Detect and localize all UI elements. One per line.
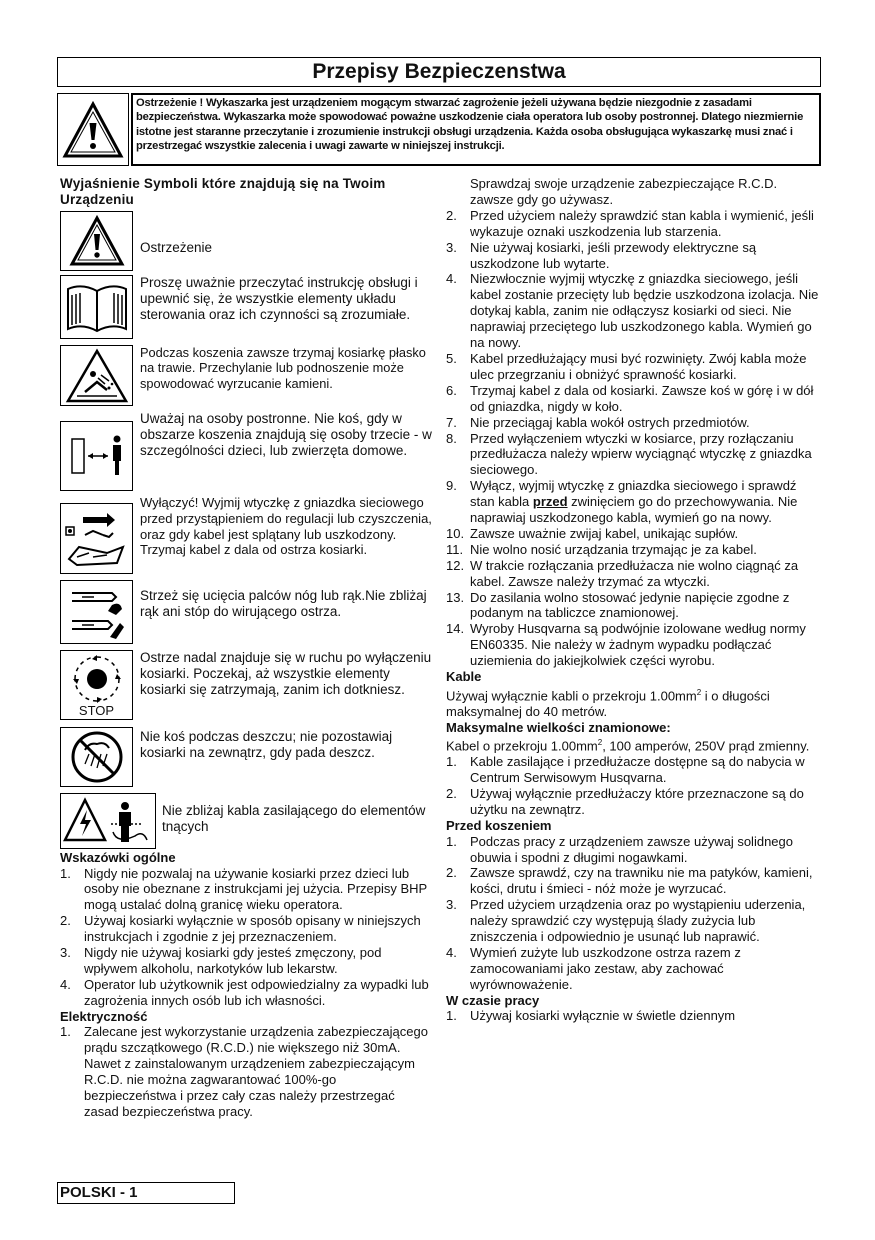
- symbol-row-blade: [60, 580, 432, 644]
- warning-triangle-icon: [62, 101, 124, 159]
- list-item: 3. Nie używaj kosiarki, jeśli przewody elektryczne są uszkodzone lub wytarte.: [446, 239, 757, 271]
- electric-list-part2: [446, 208, 820, 669]
- list-item: 14. Wyroby Husqvarna są podwójnie izolowane według normy EN60335. Nie należy w żadnym wypadku podłączać uziemienia do jakiejkolwiek części wyrobu.: [446, 621, 806, 669]
- symbol-text-bystanders: Uważaj na osoby postronne. Nie koś, gdy w obszarze koszenia znajdują się osoby trzecie - w szczególności dzieci, lub zwierzęta domowe.: [140, 411, 432, 459]
- stop-label: STOP: [78, 703, 115, 718]
- during-heading: W czasie pracy: [446, 992, 540, 1008]
- cables-text: Używaj wyłącznie kabli o przekroju $1.00mm^2$ i o długości maksymalnej do 40 metrów.: [446, 687, 770, 719]
- electric-list-part1: [60, 1024, 432, 1119]
- symbol-text-stop: Ostrze nadal znajduje się w ruchu po wyłączeniu kosiarki. Poczekaj, aż wszystkie elementy kosiarki się zatrzymają, zanim ich dotkniesz.: [140, 650, 432, 698]
- general-heading: Wskazówki ogólne: [60, 850, 176, 865]
- unplug-icon: [60, 503, 133, 574]
- list-item: 3. Przed użyciem urządzenia oraz po wystąpieniu uderzenia, należy sprawdzić czy występują ślady zużycia lub zniszczenia i odpowiednio je usunąć lub naprawić.: [446, 897, 806, 945]
- symbol-row-bystanders: [60, 411, 432, 491]
- page-title: Przepisy Bezpieczenstwa: [57, 57, 821, 87]
- warning-triangle-icon: [60, 211, 133, 271]
- ratings-heading: Maksymalne wielkości znamionowe:: [446, 719, 671, 735]
- ratings-list: [446, 754, 820, 818]
- keep-distance-icon: [60, 421, 133, 491]
- electric-1-continued: Sprawdzaj swoje urządzenie zabezpieczające R.C.D. zawsze gdy go używasz.: [470, 176, 778, 207]
- symbol-text-rain: Nie koś podczas deszczu; nie pozostawiaj kosiarki na zewnątrz, gdy pada deszcz.: [140, 729, 393, 761]
- blade-hands-feet-icon: [60, 580, 133, 644]
- list-item: 1. Podczas pracy z urządzeniem zawsze używaj solidnego obuwia i spodni z długimi nogawkami.: [446, 833, 793, 865]
- symbol-row-cable: [60, 793, 432, 849]
- symbol-text-cable: Nie zbliżaj kabla zasilającego do elementów tnących: [162, 803, 426, 835]
- symbol-row-unplug: [60, 495, 432, 574]
- warning-box-text: Ostrzeżenie ! Wykaszarka jest urządzeniem mogącym stwarzać zagrożenie jeżeli używana będzie niezgodnie z zasadami bezpieczeństwa. Wykaszarka może spowodować poważne uszkodzenie ciała operatora lub osoby postronnej. Dlatego niezmiernie istotne jest staranne przeczytanie i zrozumienie instrukcji obsługi urządzenia. Każda osoba obsługująca wykaszarkę musi znać i przestrzegać wszystkie zalecenia i uwagi zawarte w niniejszej instrukcji.: [131, 93, 821, 166]
- electric-cable-icon: [60, 793, 156, 849]
- symbol-row-warning: [60, 211, 432, 271]
- symbol-text-thrown-objects: Podczas koszenia zawsze trzymaj kosiarkę płasko na trawie. Przechylanie lub podnoszenie może spowodować wyrzucanie kamieni.: [140, 345, 426, 391]
- list-item: 3. Nigdy nie używaj kosiarki gdy jesteś zmęczony, pod wpływem alkoholu, narkotyków lub lekarstw.: [60, 945, 382, 976]
- list-item: 8. Przed wyłączeniem wtyczki w kosiarce, przy rozłączaniu przedłużacza należy wpierw wyciągnąć wtyczkę z gniazdka sieciowego.: [446, 430, 812, 478]
- electric-heading: Elektryczność: [60, 1008, 148, 1024]
- cables-heading: Kable: [446, 669, 482, 685]
- list-item: 12. W trakcie rozłączania przedłużacza nie wolno ciągnąć za kabel. Zawsze należy trzymać za wtyczki.: [446, 557, 799, 589]
- underlined-word: przed: [532, 494, 568, 510]
- list-item: 9. Wyłącz, wyjmij wtyczkę z gniazdka sieciowego i sprawdź stan kabla przed zwinięciem go do przechowywania. Nie naprawiaj uszkodzonego kabla, wymień go na nowy.: [446, 478, 798, 526]
- right-column: [446, 176, 820, 1024]
- read-manual-icon: [60, 275, 133, 339]
- list-item: 11. Nie wolno nosić urządzania trzymając je za kabel.: [446, 541, 757, 557]
- before-list: [446, 834, 820, 993]
- list-item: 2. Przed użyciem należy sprawdzić stan kabla i wymienić, jeśli wykazuje oznaki uszkodzenia lub starzenia.: [446, 207, 814, 239]
- list-item: 13. Do zasilania wolno stosować jedynie napięcie zgodne z podanym na tabliczce znamionowej.: [446, 589, 790, 621]
- list-item: 4. Wymień zużyte lub uszkodzone ostrza razem z zamocowaniami jako zestaw, aby zachować wyrównoważenie.: [446, 944, 741, 992]
- list-item: 6. Trzymaj kabel z dala od kosiarki. Zawsze koś w górę i w dół od gniazdka, nigdy w koło.: [446, 382, 814, 414]
- list-item: 1. Używaj kosiarki wyłącznie w świetle dziennym: [446, 1008, 736, 1024]
- list-item: 1. Zalecane jest wykorzystanie urządzenia zabezpieczającego prądu szczątkowego (R.C.D.) nie większego niż 30mA. Nawet z zainstalowanym urządzeniem zabezpieczającym R.C.D. nie można zagwarantować 100%-go bezpieczeństwa i przez cały czas należy przestrzegać zasad bezpieczeństwa pracy.: [60, 1024, 428, 1119]
- stop-rotation-icon: [60, 650, 133, 720]
- ratings-text: Kabel o przekroju $1.00mm^2$, 100 amperów, 250V prąd zmienny.: [446, 738, 810, 754]
- general-list: [60, 866, 432, 1009]
- symbol-text-warning: Ostrzeżenie: [140, 240, 213, 255]
- list-item: 2. Zawsze sprawdź, czy na trawniku nie ma patyków, kamieni, kości, drutu i śmieci - nóż może je wyrzucać.: [446, 865, 813, 897]
- symbol-row-manual: [60, 275, 432, 339]
- symbol-row-rain: [60, 727, 432, 787]
- during-list: [446, 1008, 820, 1024]
- symbol-text-blade: Strzeż się ucięcia palców nóg lub rąk.Nie zbliżaj rąk ani stóp do wirującego ostrza.: [140, 588, 427, 620]
- list-item: 4. Operator lub użytkownik jest odpowiedzialny za wypadki lub zagrożenia innych osób lub ich własności.: [60, 976, 429, 1008]
- symbol-row-thrown-objects: [60, 345, 432, 406]
- no-rain-icon: [60, 727, 133, 787]
- warning-box-icon-frame: [57, 93, 129, 166]
- list-item: 7. Nie przeciągaj kabla wokół ostrych przedmiotów.: [446, 414, 750, 430]
- thrown-objects-icon: [60, 345, 133, 406]
- list-item: 10. Zawsze uważnie zwijaj kabel, unikając supłów.: [446, 525, 739, 541]
- list-item: 1. Nigdy nie pozwalaj na używanie kosiarki przez dzieci lub osoby nie obeznane z instrukcjami jej użycia. Przepisy BHP mogą ustalać dolną granicę wieku operatora.: [60, 865, 427, 913]
- symbol-row-stop: [60, 650, 432, 720]
- list-item: 2. Używaj wyłącznie przedłużaczy które przeznaczone są do użytku na zewnątrz.: [446, 786, 804, 818]
- list-item: 1. Kable zasilające i przedłużacze dostępne są do nabycia w Centrum Serwisowym Husqvarna.: [446, 754, 805, 786]
- symbols-heading: Wyjaśnienie Symboli które znajdują się na Twoim Urządzeniu: [60, 176, 386, 207]
- list-item: 4. Niezwłocznie wyjmij wtyczkę z gniazdka sieciowego, jeśli kabel zostanie przecięty lub będzie uszkodzona izolacja. Nie dotykaj kabla, zanim nie odłączysz kosiarki od sieci. Nie naprawiaj przeciętego lub uszkodzonego kabla. Wymień go na nowy.: [446, 271, 819, 351]
- symbol-text-manual: Proszę uważnie przeczytać instrukcję obsługi i upewnić się, że wszystkie elementy układu sterowania oraz ich czynności są zrozumiałe.: [140, 275, 418, 323]
- list-item: 2. Używaj kosiarki wyłącznie w sposób opisany w niniejszych instrukcjach i zgodnie z jej przeznaczeniem.: [60, 913, 421, 945]
- symbol-text-unplug: Wyłączyć! Wyjmij wtyczkę z gniazdka sieciowego przed przystąpieniem do regulacji lub czyszczenia, oraz gdy kabel jest splątany lub uszkodzony. Trzymaj kabel z dala od ostrza kosiarki.: [140, 495, 432, 558]
- before-heading: Przed koszeniem: [446, 818, 552, 834]
- list-item: 5. Kabel przedłużający musi być rozwinięty. Zwój kabla może ulec przegrzaniu i obniżyć sprawność kosiarki.: [446, 350, 807, 382]
- page-footer: POLSKI - 1: [57, 1182, 235, 1204]
- left-column: [60, 176, 432, 1120]
